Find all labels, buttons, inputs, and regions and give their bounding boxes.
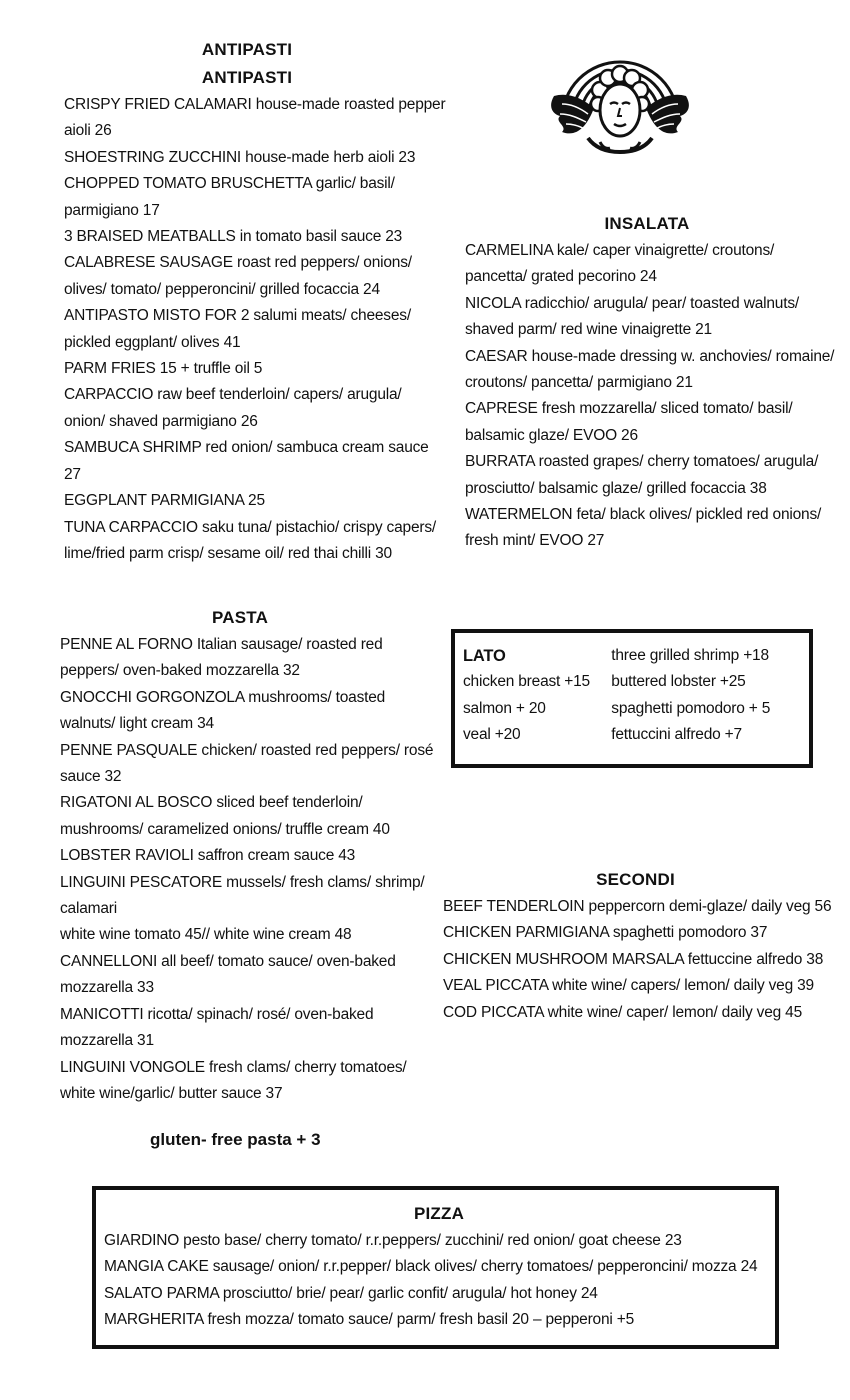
gluten-free-note: gluten- free pasta + 3 bbox=[150, 1130, 321, 1149]
menu-line: fettuccini alfredo +7 bbox=[611, 726, 742, 744]
menu-line: mozzarella 33 bbox=[60, 979, 154, 997]
menu-line: CARMELINA kale/ caper vinaigrette/ croutons/ bbox=[465, 242, 775, 259]
menu-line: CHOPPED TOMATO BRUSCHETTA garlic/ basil/ bbox=[64, 175, 395, 193]
menu-line: PENNE AL FORNO Italian sausage/ roasted red bbox=[60, 636, 383, 653]
antipasti-title: ANTIPASTI bbox=[201, 40, 293, 59]
menu-line: chicken breast +15 bbox=[463, 673, 590, 691]
menu-line: white wine tomato 45// white wine cream 48 bbox=[60, 926, 352, 944]
cherub-emblem-icon bbox=[548, 34, 692, 164]
antipasti-section bbox=[64, 36, 446, 567]
menu-line: spaghetti pomodoro + 5 bbox=[611, 699, 771, 717]
menu-line: SAMBUCA SHRIMP red onion/ sambuca cream sauce bbox=[64, 439, 429, 457]
menu-line: VEAL PICCATA white wine/ capers/ lemon/ daily veg 39 bbox=[443, 977, 814, 995]
menu-line: pancetta/ grated pecorino 24 bbox=[465, 268, 657, 286]
menu-line: CHICKEN PARMIGIANA spaghetti pomodoro 37 bbox=[443, 924, 768, 942]
lato-col1-items bbox=[463, 669, 611, 748]
menu-line: buttered lobster +25 bbox=[611, 673, 746, 691]
menu-line: salmon + 20 bbox=[463, 699, 546, 717]
menu-line: CRISPY FRIED CALAMARI house-made roasted pepper bbox=[64, 96, 446, 113]
antipasti-title-repeat: ANTIPASTI bbox=[201, 68, 293, 87]
menu-line: CARPACCIO raw beef tenderloin/ capers/ arugula/ bbox=[64, 386, 402, 404]
secondi-title: SECONDI bbox=[596, 870, 675, 889]
menu-line: walnuts/ light cream 34 bbox=[60, 715, 214, 733]
insalata-title: INSALATA bbox=[604, 214, 690, 233]
pasta-title: PASTA bbox=[211, 608, 269, 627]
menu-line: CANNELLONI all beef/ tomato sauce/ oven-baked bbox=[60, 952, 396, 970]
menu-line: aioli 26 bbox=[64, 122, 112, 140]
menu-line: MANGIA CAKE sausage/ onion/ r.r.pepper/ black olives/ cherry tomatoes/ pepperoncini/ mozza 24 bbox=[104, 1258, 758, 1276]
menu-line: shaved parm/ red wine vinaigrette 21 bbox=[465, 321, 712, 339]
menu-line: sauce 32 bbox=[60, 768, 122, 786]
menu-line: WATERMELON feta/ black olives/ pickled red onions/ bbox=[465, 506, 822, 524]
menu-line: olives/ tomato/ pepperoncini/ grilled focaccia 24 bbox=[64, 280, 380, 298]
lato-box bbox=[451, 629, 813, 768]
menu-line: BEEF TENDERLOIN peppercorn demi-glaze/ daily veg 56 bbox=[443, 898, 832, 915]
menu-line: PENNE PASQUALE chicken/ roasted red peppers/ rosé bbox=[60, 741, 434, 759]
menu-line: LINGUINI PESCATORE mussels/ fresh clams/ shrimp/ bbox=[60, 873, 425, 891]
pizza-box bbox=[92, 1186, 779, 1349]
menu-line: LINGUINI VONGOLE fresh clams/ cherry tomatoes/ bbox=[60, 1058, 407, 1076]
menu-line: 27 bbox=[64, 465, 81, 483]
lato-col2-items bbox=[611, 643, 809, 749]
menu-line: NICOLA radicchio/ arugula/ pear/ toasted walnuts/ bbox=[465, 294, 799, 312]
menu-line: LOBSTER RAVIOLI saffron cream sauce 43 bbox=[60, 847, 356, 865]
menu-line: CHICKEN MUSHROOM MARSALA fettuccine alfredo 38 bbox=[443, 950, 824, 968]
menu-line: CALABRESE SAUSAGE roast red peppers/ onions/ bbox=[64, 254, 412, 272]
menu-line: white wine/garlic/ butter sauce 37 bbox=[60, 1084, 283, 1102]
menu-line: calamari bbox=[60, 900, 117, 918]
menu-line: 3 BRAISED MEATBALLS in tomato basil sauce 23 bbox=[64, 228, 403, 246]
menu-line: onion/ shaved parmigiano 26 bbox=[64, 412, 258, 430]
pasta-section bbox=[60, 604, 440, 1107]
menu-line: three grilled shrimp +18 bbox=[611, 647, 769, 664]
menu-line: pickled eggplant/ olives 41 bbox=[64, 333, 241, 351]
menu-line: peppers/ oven-baked mozzarella 32 bbox=[60, 662, 300, 680]
menu-line: MANICOTTI ricotta/ spinach/ rosé/ oven-baked bbox=[60, 1005, 374, 1023]
menu-line: MARGHERITA fresh mozza/ tomato sauce/ parm/ fresh basil 20 – pepperoni +5 bbox=[104, 1311, 635, 1329]
lato-title: LATO bbox=[463, 647, 506, 665]
menu-line: ANTIPASTO MISTO FOR 2 salumi meats/ cheeses/ bbox=[64, 307, 411, 325]
menu-line: mozzarella 31 bbox=[60, 1032, 154, 1050]
menu-line: EGGPLANT PARMIGIANA 25 bbox=[64, 492, 265, 510]
insalata-items bbox=[465, 238, 845, 555]
menu-line: RIGATONI AL BOSCO sliced beef tenderloin/ bbox=[60, 794, 363, 812]
secondi-items bbox=[443, 894, 843, 1026]
menu-line: mushrooms/ caramelized onions/ truffle cream 40 bbox=[60, 820, 390, 838]
menu-line: GNOCCHI GORGONZOLA mushrooms/ toasted bbox=[60, 688, 386, 706]
lato-col-1 bbox=[463, 643, 611, 749]
menu-line: BURRATA roasted grapes/ cherry tomatoes/ arugula/ bbox=[465, 453, 819, 471]
menu-line: veal +20 bbox=[463, 726, 521, 744]
pizza-items bbox=[104, 1228, 775, 1334]
insalata-section bbox=[465, 210, 845, 555]
menu-line: CAESAR house-made dressing w. anchovies/ romaine/ bbox=[465, 347, 835, 365]
antipasti-items bbox=[64, 92, 446, 567]
pizza-title: PIZZA bbox=[413, 1204, 465, 1223]
menu-line: PARM FRIES 15 + truffle oil 5 bbox=[64, 360, 263, 378]
menu-line: SHOESTRING ZUCCHINI house-made herb aioli 23 bbox=[64, 148, 416, 166]
menu-line: SALATO PARMA prosciutto/ brie/ pear/ garlic confit/ arugula/ hot honey 24 bbox=[104, 1284, 598, 1302]
pasta-items bbox=[60, 632, 440, 1107]
menu-line: CAPRESE fresh mozzarella/ sliced tomato/ basil/ bbox=[465, 400, 793, 418]
secondi-section bbox=[443, 866, 843, 1026]
menu-line: parmigiano 17 bbox=[64, 201, 160, 219]
menu-line: prosciutto/ balsamic glaze/ grilled focaccia 38 bbox=[465, 479, 767, 497]
menu-line: TUNA CARPACCIO saku tuna/ pistachio/ crispy capers/ bbox=[64, 518, 436, 536]
menu-line: balsamic glaze/ EVOO 26 bbox=[465, 426, 638, 444]
menu-line: lime/fried parm crisp/ sesame oil/ red thai chilli 30 bbox=[64, 544, 392, 562]
menu-line: COD PICCATA white wine/ caper/ lemon/ daily veg 45 bbox=[443, 1003, 802, 1021]
menu-line: croutons/ pancetta/ parmigiano 21 bbox=[465, 374, 693, 392]
menu-line: GIARDINO pesto base/ cherry tomato/ r.r.peppers/ zucchini/ red onion/ goat cheese 23 bbox=[104, 1232, 682, 1249]
menu-line: fresh mint/ EVOO 27 bbox=[465, 532, 605, 550]
